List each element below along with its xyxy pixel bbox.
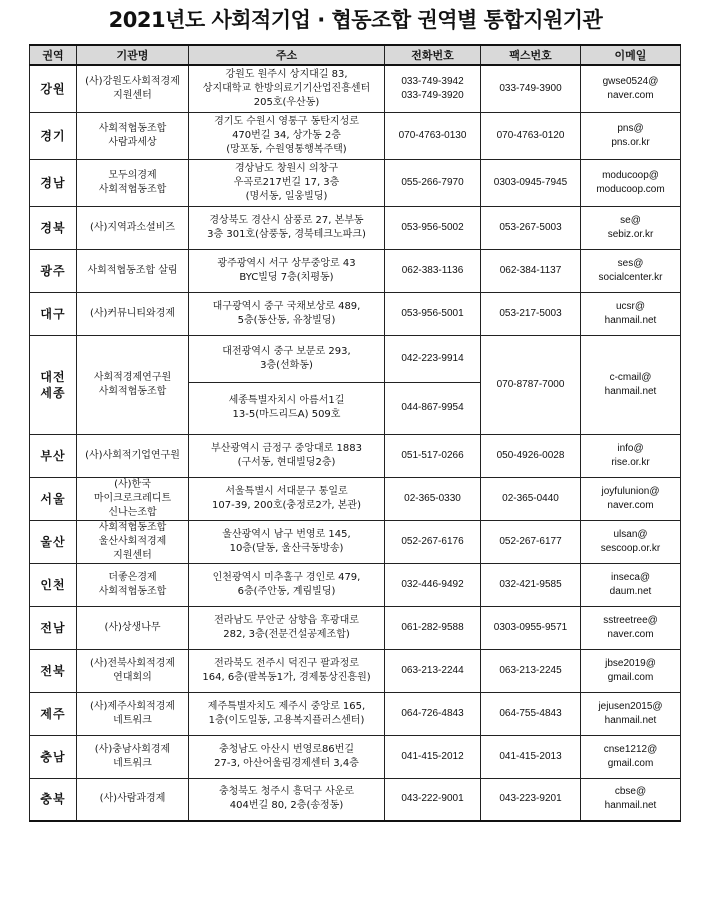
address-cell-line: 5층(동산동, 유창빌딩): [237, 314, 336, 326]
region-cell: [30, 563, 77, 606]
address-cell-line: (망포동, 수원영통행복주택): [226, 143, 347, 155]
phone-cell: [385, 520, 481, 563]
email-cell-line: ucsr@: [615, 300, 646, 312]
email-cell: [581, 206, 681, 249]
table-row: [30, 249, 681, 292]
fax-cell: [481, 434, 581, 477]
org-cell: [77, 735, 189, 778]
email-cell: [581, 563, 681, 606]
org-cell-line: 지원센터: [113, 89, 152, 101]
address-cell-line: 전라남도 무안군 삼향읍 후광대로: [214, 614, 359, 626]
fax-cell-line: 070-4763-0120: [496, 129, 565, 141]
org-cell-line: 네트워크: [113, 757, 152, 769]
phone-cell-line: 052-267-6176: [401, 535, 464, 547]
fax-cell: [481, 606, 581, 649]
table-row: [30, 563, 681, 606]
email-cell-line: pns@: [617, 122, 644, 134]
region-cell-line: 충남: [40, 749, 66, 764]
phone-cell: [385, 249, 481, 292]
address-cell-line: 6층(주안동, 계림빌딩): [237, 585, 336, 597]
fax-cell: [481, 563, 581, 606]
region-cell-line: 경북: [40, 220, 66, 235]
phone-cell-line: 055-266-7970: [401, 176, 464, 188]
fax-cell-line: 053-267-5003: [499, 221, 562, 233]
header-address: 주소: [189, 45, 385, 65]
email-cell-line: jejusen2015@: [598, 700, 663, 712]
email-cell-line: inseca@: [610, 571, 651, 583]
phone-cell: [385, 477, 481, 520]
address-cell-line: BYC빌딩 7층(치평동): [239, 271, 334, 283]
address-cell-line: 광주광역시 서구 상무중앙로 43: [217, 257, 356, 269]
email-cell: [581, 159, 681, 206]
address-cell: [189, 112, 385, 159]
address-cell-line: 404번길 80, 2층(송정동): [229, 800, 344, 812]
phone-cell-line: 032-446-9492: [401, 578, 464, 590]
region-cell: [30, 335, 77, 434]
region-cell-line: 충북: [40, 792, 66, 807]
fax-cell-line: 0303-0945-7945: [493, 176, 568, 188]
phone-cell: [385, 563, 481, 606]
address-cell: [189, 692, 385, 735]
org-cell-line: (사)상생나무: [104, 621, 161, 633]
phone-cell: [385, 112, 481, 159]
page-title: 2021년도 사회적기업 · 협동조합 권역별 통합지원기관: [108, 8, 603, 32]
org-cell: [77, 65, 189, 112]
email-cell-line: sescoop.or.kr: [600, 542, 661, 554]
fax-cell-line: 033-749-3900: [499, 82, 562, 94]
region-cell-line: 인천: [40, 577, 66, 592]
region-cell-line: 전북: [40, 663, 66, 678]
email-cell-line: naver.com: [607, 89, 654, 101]
org-cell-line: 지원센터: [113, 549, 152, 561]
table-header-row: [30, 45, 681, 65]
phone-cell-line: 053-956-5002: [401, 221, 464, 233]
support-agency-table: [29, 44, 681, 822]
address-cell-line: 세종특별자치시 아름서1길: [228, 395, 345, 406]
email-cell: [581, 692, 681, 735]
org-cell: [77, 335, 189, 434]
phone-cell: [385, 335, 481, 382]
email-cell-line: ses@: [617, 257, 644, 269]
region-cell-line: 강원: [40, 81, 66, 96]
fax-cell: [481, 65, 581, 112]
email-cell-line: naver.com: [607, 499, 654, 511]
region-cell: [30, 434, 77, 477]
address-cell-line: 경상북도 경산시 삼풍로 27, 본부동: [209, 214, 364, 226]
region-cell-line: 전남: [40, 620, 66, 635]
address-cell: [189, 735, 385, 778]
region-cell-line: 부산: [40, 448, 66, 463]
table-row: [30, 65, 681, 112]
email-cell-line: jbse2019@: [605, 657, 656, 669]
address-cell-line: 우곡로217번길 17, 3층: [233, 176, 340, 188]
phone-cell-line: 02-365-0330: [404, 492, 461, 504]
email-cell-line: naver.com: [607, 628, 654, 640]
region-cell: [30, 649, 77, 692]
address-cell: [189, 477, 385, 520]
address-cell-line: 3층(선화동): [260, 359, 313, 371]
address-cell: [189, 520, 385, 563]
address-cell-line: 27-3, 아산어울림경제센터 3,4층: [214, 757, 359, 769]
phone-cell-line: 061-282-9588: [401, 621, 464, 633]
address-cell-line: 강원도 원주시 상지대길 83,: [225, 68, 348, 80]
phone-cell-line: 053-956-5001: [401, 307, 464, 319]
org-cell: [77, 692, 189, 735]
org-cell-line: 사회적협동조합: [98, 521, 167, 533]
fax-cell-line: 053-217-5003: [499, 307, 562, 319]
address-cell: [189, 292, 385, 335]
address-cell: [189, 606, 385, 649]
email-cell-line: gmail.com: [607, 671, 654, 683]
email-cell-line: moducoop.com: [596, 183, 665, 195]
address-cell-line: 205호(우산동): [253, 96, 320, 108]
org-cell-line: (사)사람과경제: [99, 793, 166, 805]
fax-cell-line: 043-223-9201: [499, 793, 562, 805]
phone-cell: [385, 778, 481, 821]
region-cell-line: 세종: [40, 385, 66, 400]
region-cell-line: 경남: [40, 175, 66, 190]
fax-cell: [481, 159, 581, 206]
header-email: 이메일: [581, 45, 681, 65]
region-cell-line: 대전: [40, 369, 66, 384]
email-cell-line: daum.net: [609, 585, 652, 597]
region-cell: [30, 606, 77, 649]
org-cell-line: (사)지역과소셜비즈: [89, 221, 176, 233]
header-fax: 팩스번호: [481, 45, 581, 65]
email-cell: [581, 649, 681, 692]
address-cell-line: (명서동, 일웅빌딩): [245, 190, 328, 202]
phone-cell-line: 062-383-1136: [401, 264, 464, 276]
table-row: [30, 477, 681, 520]
header-region: 권역: [30, 45, 77, 65]
region-cell-line: 제주: [40, 706, 66, 721]
org-cell-line: (사)충남사회경제: [94, 743, 171, 755]
region-cell: [30, 778, 77, 821]
address-cell-line: 대전광역시 중구 보문로 293,: [222, 345, 351, 357]
email-cell-line: gmail.com: [607, 757, 654, 769]
org-cell: [77, 112, 189, 159]
email-cell: [581, 778, 681, 821]
table-row: [30, 692, 681, 735]
org-cell: [77, 778, 189, 821]
org-cell-line: 사회적협동조합: [98, 183, 167, 195]
address-cell-line: 제주특별자치도 제주시 중앙로 165,: [207, 700, 366, 712]
table-row: [30, 606, 681, 649]
region-cell-line: 광주: [40, 263, 66, 278]
header-phone: 전화번호: [385, 45, 481, 65]
org-cell: [77, 292, 189, 335]
address-cell: [189, 65, 385, 112]
org-cell: [77, 649, 189, 692]
address-cell: [189, 335, 385, 382]
email-cell-line: rise.or.kr: [611, 456, 650, 468]
email-cell-line: ulsan@: [613, 528, 648, 540]
email-cell-line: joyfulunion@: [601, 485, 660, 497]
region-cell: [30, 112, 77, 159]
org-cell: [77, 249, 189, 292]
region-cell: [30, 520, 77, 563]
org-cell-line: 사회적협동조합: [98, 385, 167, 397]
phone-cell-line: 042-223-9914: [401, 352, 464, 364]
org-cell-line: 연대회의: [113, 671, 152, 683]
email-cell-line: hanmail.net: [604, 800, 657, 812]
phone-cell-line: 041-415-2012: [401, 750, 464, 762]
fax-cell-line: 041-415-2013: [499, 750, 562, 762]
address-cell-line: 대구광역시 중구 국채보상로 489,: [212, 300, 361, 312]
region-cell: [30, 159, 77, 206]
region-cell-line: 경기: [40, 128, 66, 143]
org-cell: [77, 159, 189, 206]
phone-cell: [385, 292, 481, 335]
org-cell-line: (사)전북사회적경제: [89, 657, 176, 669]
address-cell: [189, 249, 385, 292]
email-cell: [581, 606, 681, 649]
org-cell: [77, 206, 189, 249]
region-cell: [30, 249, 77, 292]
region-cell-line: 대구: [40, 306, 66, 321]
fax-cell: [481, 292, 581, 335]
email-cell-line: cnse1212@: [603, 743, 658, 755]
email-cell-line: pns.or.kr: [611, 136, 650, 148]
phone-cell-line: 064-726-4843: [401, 707, 464, 719]
header-org: 기관명: [77, 45, 189, 65]
phone-cell: [385, 206, 481, 249]
region-cell: [30, 477, 77, 520]
phone-cell-line: 033-749-3942: [401, 75, 464, 87]
table-row: [30, 159, 681, 206]
region-cell: [30, 692, 77, 735]
email-cell-line: moducoop@: [602, 169, 659, 181]
email-cell-line: info@: [617, 442, 644, 454]
org-cell-line: 신나는조합: [108, 506, 157, 518]
org-cell-line: (사)강원도사회적경제: [85, 75, 180, 87]
org-cell-line: 사회적협동조합: [98, 122, 167, 134]
email-cell: [581, 520, 681, 563]
address-cell-line: 경기도 수원시 영통구 동탄지성로: [214, 115, 359, 127]
region-cell: [30, 735, 77, 778]
table-row: [30, 112, 681, 159]
email-cell: [581, 249, 681, 292]
fax-cell-line: 064-755-4843: [499, 707, 562, 719]
fax-cell: [481, 649, 581, 692]
fax-cell: [481, 735, 581, 778]
org-cell-line: 더좋은경제: [108, 571, 157, 583]
region-cell: [30, 292, 77, 335]
address-cell-line: 인천광역시 미추홀구 경인로 479,: [212, 571, 361, 583]
email-cell-line: c-cmail@: [609, 371, 652, 383]
email-cell-line: sebiz.or.kr: [607, 228, 654, 240]
table-row: [30, 292, 681, 335]
fax-cell: [481, 520, 581, 563]
address-cell-line: 470번길 34, 상가동 2층: [232, 129, 341, 141]
org-cell: [77, 434, 189, 477]
address-cell: [189, 778, 385, 821]
phone-cell-line: 070-4763-0130: [398, 129, 467, 141]
fax-cell-line: 02-365-0440: [502, 492, 559, 504]
fax-cell-line: 063-213-2245: [499, 664, 562, 676]
phone-cell-line: 044-867-9954: [401, 402, 464, 413]
email-cell-line: hanmail.net: [604, 385, 657, 397]
fax-cell-line: 0303-0955-9571: [493, 621, 568, 633]
table-row: [30, 649, 681, 692]
org-cell-line: (사)커뮤니티와경제: [89, 307, 176, 319]
address-cell-line: 충청남도 아산시 번영로86번길: [218, 743, 354, 755]
fax-cell: [481, 112, 581, 159]
org-cell-line: 마이크로크레디트: [93, 492, 172, 504]
address-cell: [189, 206, 385, 249]
address-cell-line: 13-5(마드리드A) 509호: [232, 409, 341, 420]
org-cell-line: 모두의경제: [108, 169, 157, 181]
phone-cell-line: 063-213-2244: [401, 664, 464, 676]
phone-cell-line: 043-222-9001: [401, 793, 464, 805]
phone-cell: [385, 606, 481, 649]
email-cell-line: gwse0524@: [602, 75, 659, 87]
org-cell: [77, 606, 189, 649]
fax-cell: [481, 335, 581, 434]
email-cell: [581, 292, 681, 335]
address-cell-line: 경상남도 창원시 의창구: [235, 162, 338, 174]
address-cell: [189, 159, 385, 206]
phone-cell: [385, 692, 481, 735]
address-cell-line: 1층(이도일동, 고용복지플러스센터): [208, 714, 365, 726]
address-cell-line: 울산광역시 남구 번영로 145,: [222, 528, 351, 540]
table-row: [30, 206, 681, 249]
phone-cell: [385, 65, 481, 112]
address-cell: [189, 434, 385, 477]
address-cell-line: 10층(달동, 울산극동방송): [229, 542, 344, 554]
org-cell-line: 사회적경제연구원: [93, 371, 172, 383]
phone-cell: [385, 159, 481, 206]
fax-cell: [481, 477, 581, 520]
phone-cell: [385, 382, 481, 434]
org-cell-line: 사회적협동조합: [98, 585, 167, 597]
table-row: [30, 335, 681, 382]
table-row: [30, 520, 681, 563]
region-cell: [30, 206, 77, 249]
org-cell-line: 울산사회적경제: [98, 535, 167, 547]
fax-cell-line: 032-421-9585: [499, 578, 562, 590]
org-cell: [77, 477, 189, 520]
phone-cell: [385, 434, 481, 477]
address-cell-line: (구서동, 현대빌딩2층): [237, 456, 336, 468]
email-cell: [581, 434, 681, 477]
email-cell-line: se@: [620, 214, 641, 226]
region-cell-line: 울산: [40, 534, 66, 549]
org-cell: [77, 520, 189, 563]
org-cell: [77, 563, 189, 606]
org-cell-line: (사)한국: [114, 478, 151, 490]
org-cell-line: (사)제주사회적경제: [89, 700, 176, 712]
address-cell-line: 서울특별시 서대문구 통일로: [225, 485, 348, 497]
org-cell-line: 네트워크: [113, 714, 152, 726]
address-cell-line: 3층 301호(삼풍동, 경북테크노파크): [207, 228, 366, 240]
phone-cell-line: 051-517-0266: [401, 449, 464, 461]
email-cell: [581, 735, 681, 778]
table-row: [30, 434, 681, 477]
address-cell-line: 상지대학교 한방의료기기산업진흥센터: [202, 82, 371, 94]
fax-cell: [481, 249, 581, 292]
table-row: [30, 778, 681, 821]
region-cell-line: 서울: [40, 491, 66, 506]
org-cell-line: 사람과세상: [108, 136, 157, 148]
email-cell-line: hanmail.net: [604, 714, 657, 726]
email-cell: [581, 112, 681, 159]
phone-cell-line: 033-749-3920: [401, 89, 464, 101]
org-cell-line: (사)사회적기업연구원: [85, 449, 180, 461]
fax-cell: [481, 206, 581, 249]
email-cell-line: sstreetree@: [603, 614, 658, 626]
address-cell-line: 107-39, 200호(충정로2가, 본관): [211, 499, 361, 511]
fax-cell-line: 050-4926-0028: [496, 449, 565, 461]
address-cell: [189, 649, 385, 692]
email-cell-line: cbse@: [614, 786, 647, 798]
email-cell: [581, 335, 681, 434]
phone-cell: [385, 649, 481, 692]
table-body: [30, 65, 681, 821]
email-cell: [581, 65, 681, 112]
email-cell-line: socialcenter.kr: [598, 271, 663, 283]
address-cell: [189, 382, 385, 434]
address-cell-line: 부산광역시 금정구 중앙대로 1883: [211, 442, 362, 454]
region-cell: [30, 65, 77, 112]
fax-cell-line: 062-384-1137: [499, 264, 562, 276]
org-cell-line: 사회적협동조합 살림: [87, 264, 178, 276]
address-cell-line: 충청북도 청주시 흥덕구 사운로: [218, 786, 355, 798]
fax-cell: [481, 778, 581, 821]
email-cell-line: hanmail.net: [604, 314, 657, 326]
address-cell-line: 282, 3층(전문건설공제조합): [223, 628, 350, 640]
phone-cell: [385, 735, 481, 778]
address-cell-line: 전라북도 전주시 덕진구 팔과정로: [214, 657, 359, 669]
fax-cell-line: 052-267-6177: [499, 535, 562, 547]
email-cell: [581, 477, 681, 520]
fax-cell-line: 070-8787-7000: [496, 378, 565, 390]
address-cell: [189, 563, 385, 606]
table-row: [30, 735, 681, 778]
address-cell-line: 164, 6층(팔복동1가, 경제통상진흥원): [202, 671, 371, 683]
fax-cell: [481, 692, 581, 735]
